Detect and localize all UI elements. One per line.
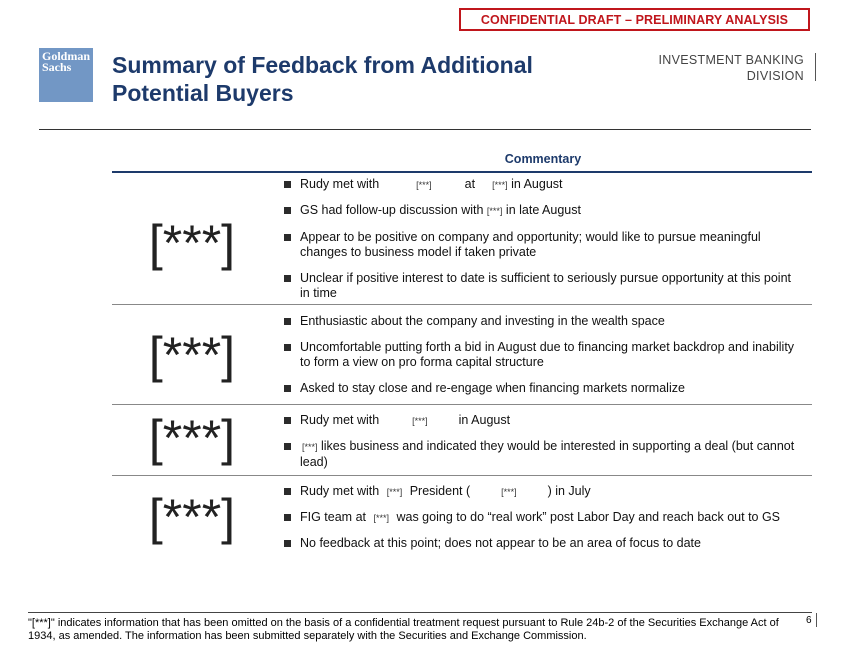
text-segment: was going to do “real work” post Labor Day and reach back out to GS [396,510,781,524]
division-label [659,52,812,84]
list-item [284,536,804,551]
page-title [112,51,592,107]
row-divider [112,304,812,305]
list-item [284,314,804,329]
bullet-text: Asked to stay close and re-engage when financing markets normalize [300,381,685,395]
bullet-text: Enthusiastic about the company and investing in the wealth space [300,314,665,328]
text-segment: FIG team at [300,510,366,524]
text-segment: ) in July [547,484,591,498]
commentary-column-header: Commentary [504,152,582,166]
header-rule [112,171,812,173]
redaction-marker: [***] [416,180,432,190]
bullet-square-icon [284,181,291,188]
bullet-square-icon [284,234,291,241]
text-segment: Rudy met with [300,177,380,191]
list-item [284,439,804,470]
row-1-label: [***] [148,215,236,271]
text-segment: in late August [505,203,581,217]
list-item [284,230,804,260]
bullet-square-icon [284,443,291,450]
division-line-1: INVESTMENT BANKING [658,53,804,67]
row-4-label: [***] [148,489,236,545]
redaction-marker: [***] [386,487,403,497]
row-divider [112,404,812,405]
text-segment: in August [458,413,511,427]
list-item [284,510,804,526]
confidential-banner: CONFIDENTIAL DRAFT – PRELIMINARY ANALYSIS [459,8,810,31]
redaction-marker: [***] [492,180,508,190]
list-item [284,340,804,370]
bullet-square-icon [284,417,291,424]
text-segment: President ( [409,484,471,498]
text-segment: Rudy met with [300,484,380,498]
text-segment: at [464,177,476,191]
redaction-marker: [***] [412,416,428,426]
title-line-1: Summary of Feedback from Additional [112,52,533,78]
redaction-marker: [***] [501,487,517,497]
list-item [284,413,804,429]
logo-line-1: Goldman [42,49,91,63]
page-number-divider [816,613,817,627]
footer-divider [28,612,812,613]
row-2-label: [***] [148,327,236,383]
row-divider [112,475,812,476]
list-item [284,381,804,396]
bullet-square-icon [284,385,291,392]
list-item [284,177,804,193]
bullet-square-icon [284,514,291,521]
list-item [284,203,804,219]
text-segment: likes business and indicated they would be interested in supporting a deal (but cannot lead) [300,439,795,469]
bullet-square-icon [284,344,291,351]
bullet-square-icon [284,540,291,547]
bullet-square-icon [284,207,291,214]
bullet-text: Unclear if positive interest to date is sufficient to seriously pursue opportunity at this point in time [300,271,791,300]
logo-line-2: Sachs [42,60,72,74]
page-number: 6 [806,615,812,626]
redaction-marker: [***] [486,206,503,216]
division-line-2: DIVISION [746,69,804,83]
title-line-2: Potential Buyers [112,80,294,106]
redaction-marker: [***] [302,442,318,452]
goldman-sachs-logo [39,48,93,102]
bullet-text: No feedback at this point; does not appear to be an area of focus to date [300,536,701,550]
list-item [284,271,804,301]
row-3-label: [***] [148,410,236,466]
list-item [284,484,804,500]
title-divider [39,129,811,130]
division-divider [815,53,816,81]
bullet-text: Appear to be positive on company and opportunity; would like to pursue meaningful changes to business model if taken private [300,230,761,259]
text-segment: GS had follow-up discussion with [300,203,484,217]
text-segment: Rudy met with [300,413,380,427]
redaction-marker: [***] [373,513,389,523]
bullet-text: Uncomfortable putting forth a bid in August due to financing market backdrop and inability to form a view on pro forma capital structure [300,340,795,369]
text-segment: in August [511,177,563,191]
bullet-square-icon [284,318,291,325]
footnote: "[***]" indicates information that has been omitted on the basis of a confidential treatment request pursuant to Rule 24b-2 of the Securities Exchange Act of 1934, as amended. The information has been submitted separately with the Securities and Exchange Commission. [28,617,779,642]
bullet-square-icon [284,488,291,495]
bullet-square-icon [284,275,291,282]
